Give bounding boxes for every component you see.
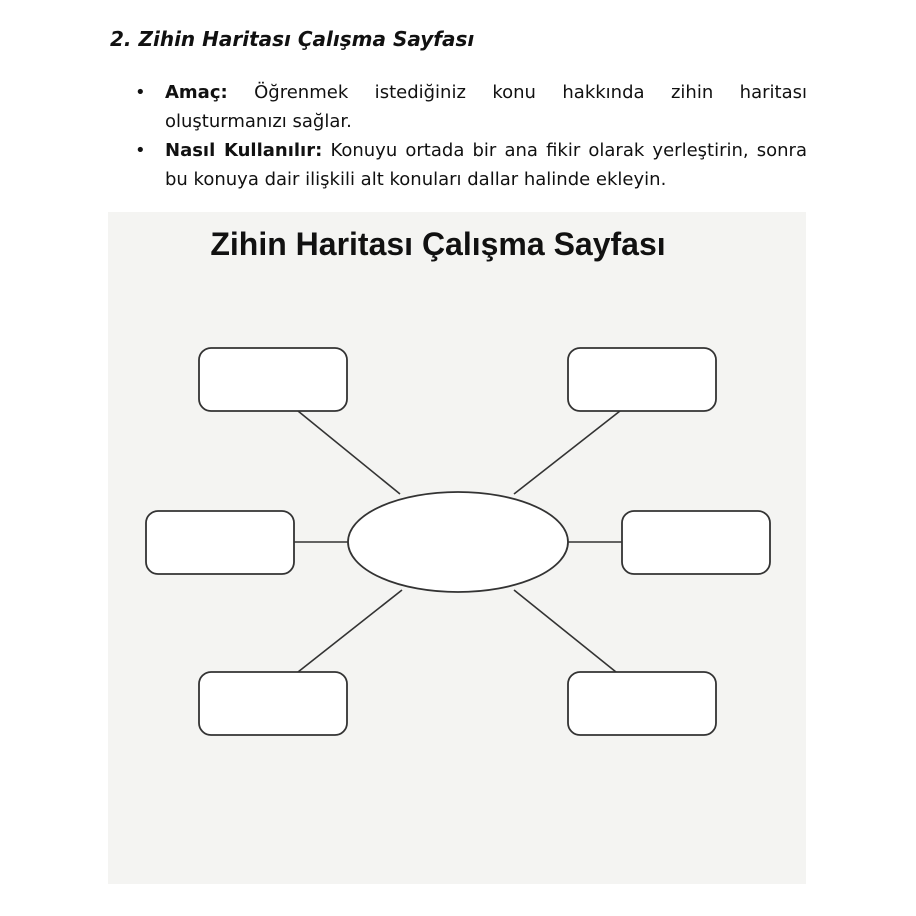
section-heading: 2. Zihin Haritası Çalışma Sayfası xyxy=(110,27,475,51)
connector-top-right xyxy=(514,411,620,494)
branch-box-middle-left[interactable] xyxy=(146,511,294,574)
mind-map-diagram xyxy=(108,212,806,884)
bullet-purpose-label: Amaç: xyxy=(165,82,228,103)
branch-box-top-left[interactable] xyxy=(199,348,347,411)
bullet-usage xyxy=(135,136,807,194)
bullet-purpose-text: Öğrenmek istediğiniz konu hakkında zihin haritası oluşturmanızı sağlar. xyxy=(165,82,807,132)
branch-box-bottom-right[interactable] xyxy=(568,672,716,735)
branch-box-top-right[interactable] xyxy=(568,348,716,411)
branch-box-middle-right[interactable] xyxy=(622,511,770,574)
connector-top-left xyxy=(298,411,400,494)
central-idea-oval[interactable] xyxy=(348,492,568,592)
bullet-usage-label: Nasıl Kullanılır: xyxy=(165,140,323,161)
branch-box-bottom-left[interactable] xyxy=(199,672,347,735)
bullet-usage-text: Konuyu ortada bir ana fikir olarak yerleştirin, sonra bu konuya dair ilişkili alt konuları dallar halinde ekleyin. xyxy=(165,140,807,190)
connector-bottom-right xyxy=(514,590,616,672)
connector-bottom-left xyxy=(298,590,402,672)
bullet-purpose xyxy=(135,78,807,136)
worksheet-title: Zihin Haritası Çalışma Sayfası xyxy=(210,226,666,262)
bullet-list xyxy=(135,78,807,194)
mind-map-worksheet xyxy=(108,212,806,884)
